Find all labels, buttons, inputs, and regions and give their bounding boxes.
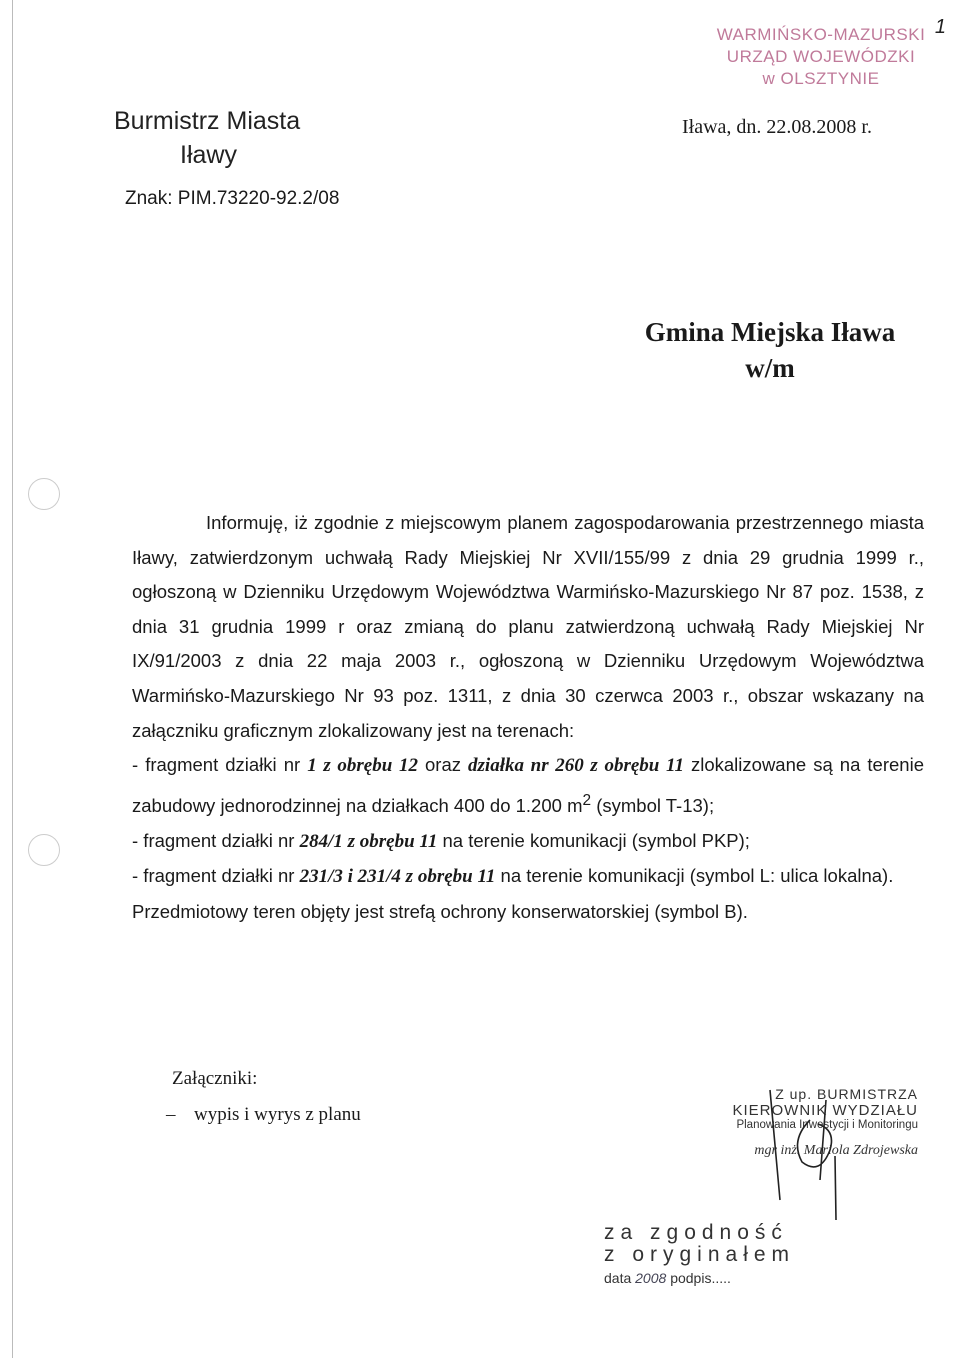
cert-date-sign xyxy=(604,1270,795,1286)
plot-reference: działka nr 260 z obrębu 11 xyxy=(468,755,684,777)
item-text: - fragment działki nr xyxy=(132,829,300,851)
stamp-line: URZĄD WOJEWÓDZKI xyxy=(726,47,916,66)
punch-hole xyxy=(28,834,60,866)
signature-line: Planowania Inwestycji i Monitoringu xyxy=(736,1119,918,1131)
plot-reference: 1 z obrębu 12 xyxy=(307,755,418,777)
plot-reference: 284/1 z obrębu 11 xyxy=(299,830,438,852)
item-text: oraz xyxy=(417,754,469,776)
item-text: - fragment działki nr xyxy=(132,754,308,776)
issuer-city: Iławy xyxy=(180,141,237,169)
signature-line: KIEROWNIK WYDZIAŁU xyxy=(732,1102,918,1119)
scan-edge xyxy=(12,0,13,1358)
office-stamp xyxy=(706,24,936,90)
attachments-title: Załączniki: xyxy=(172,1068,258,1089)
addressee xyxy=(600,314,940,386)
place-and-date: Iława, dn. 22.08.2008 r. xyxy=(682,116,872,138)
addressee-name: Gmina Miejska Iława xyxy=(644,317,896,347)
reference-number: Znak: PIM.73220-92.2/08 xyxy=(125,188,340,209)
list-item xyxy=(132,859,924,895)
item-text: na terenie komunikacji (symbol L: ulica lokalna). xyxy=(495,865,894,887)
punch-hole xyxy=(28,478,60,510)
superscript: 2 xyxy=(582,791,592,809)
date-label: data xyxy=(604,1270,632,1286)
dots: ..... xyxy=(711,1270,731,1286)
attachment-item xyxy=(166,1104,361,1126)
issuer-header xyxy=(114,104,300,172)
plot-reference: 231/3 i 231/4 z obrębu 11 xyxy=(299,866,496,888)
page-number: 1 xyxy=(934,16,946,38)
item-text: - fragment działki nr xyxy=(132,865,300,887)
handwritten-signature xyxy=(740,1080,860,1226)
dash: – xyxy=(166,1104,176,1125)
cert-line: za zgodność xyxy=(604,1221,788,1244)
cert-line: z oryginałem xyxy=(604,1243,796,1266)
item-text: na terenie komunikacji (symbol PKP); xyxy=(437,829,750,851)
issuer-title: Burmistrz Miasta xyxy=(114,107,301,135)
certification-stamp xyxy=(604,1222,795,1286)
closing-sentence: Przedmiotowy teren objęty jest strefą ochrony konserwatorskiej (symbol B). xyxy=(132,900,748,922)
list-item xyxy=(132,748,924,823)
stamp-line: w OLSZTYNIE xyxy=(762,69,880,88)
addressee-location: w/m xyxy=(745,353,795,383)
signatory-name: mgr inż. Mariola Zdrojewska xyxy=(754,1143,918,1158)
list-item xyxy=(132,824,924,860)
stamp-line: WARMIŃSKO-MAZURSKI xyxy=(716,25,926,44)
signature-line: Z up. BURMISTRZA xyxy=(775,1086,918,1102)
attachment-text: wypis i wyrys z planu xyxy=(194,1104,361,1125)
signature-stamp xyxy=(640,1086,918,1159)
item-text: zlokalizowane są na terenie zabudowy jednorodzinnej na działkach 400 do 1.200 m xyxy=(132,754,924,816)
item-text: (symbol T-13); xyxy=(591,794,715,816)
body-paragraph: Informuję, iż zgodnie z miejscowym planem zagospodarowania przestrzennego miasta Iławy, zatwierdzonym uchwałą Rady Miejskiej Nr XVII/155/99 z dnia 29 grudnia 1999 r., ogłoszoną w Dzienniku Urzędowym Województwa Warmińsko-Mazurskiego Nr 87 poz. 1538, z dnia 31 grudnia 1999 r oraz zmianą do planu zatwierdzoną uchwałą Rady Miejskiej Nr IX/91/2003 z dnia 22 maja 2003 r., ogłoszoną w Dzienniku Urzędowym Województwa Warmińsko-Mazurskiego Nr 93 poz. 1311, z dnia 30 czerwca 2003 r., obszar wskazany na załączniku graficznym zlokalizowany jest na terenach: xyxy=(132,512,924,741)
sign-label: podpis xyxy=(670,1270,712,1286)
date-value: 2008 xyxy=(635,1270,667,1286)
letter-body xyxy=(132,506,924,929)
